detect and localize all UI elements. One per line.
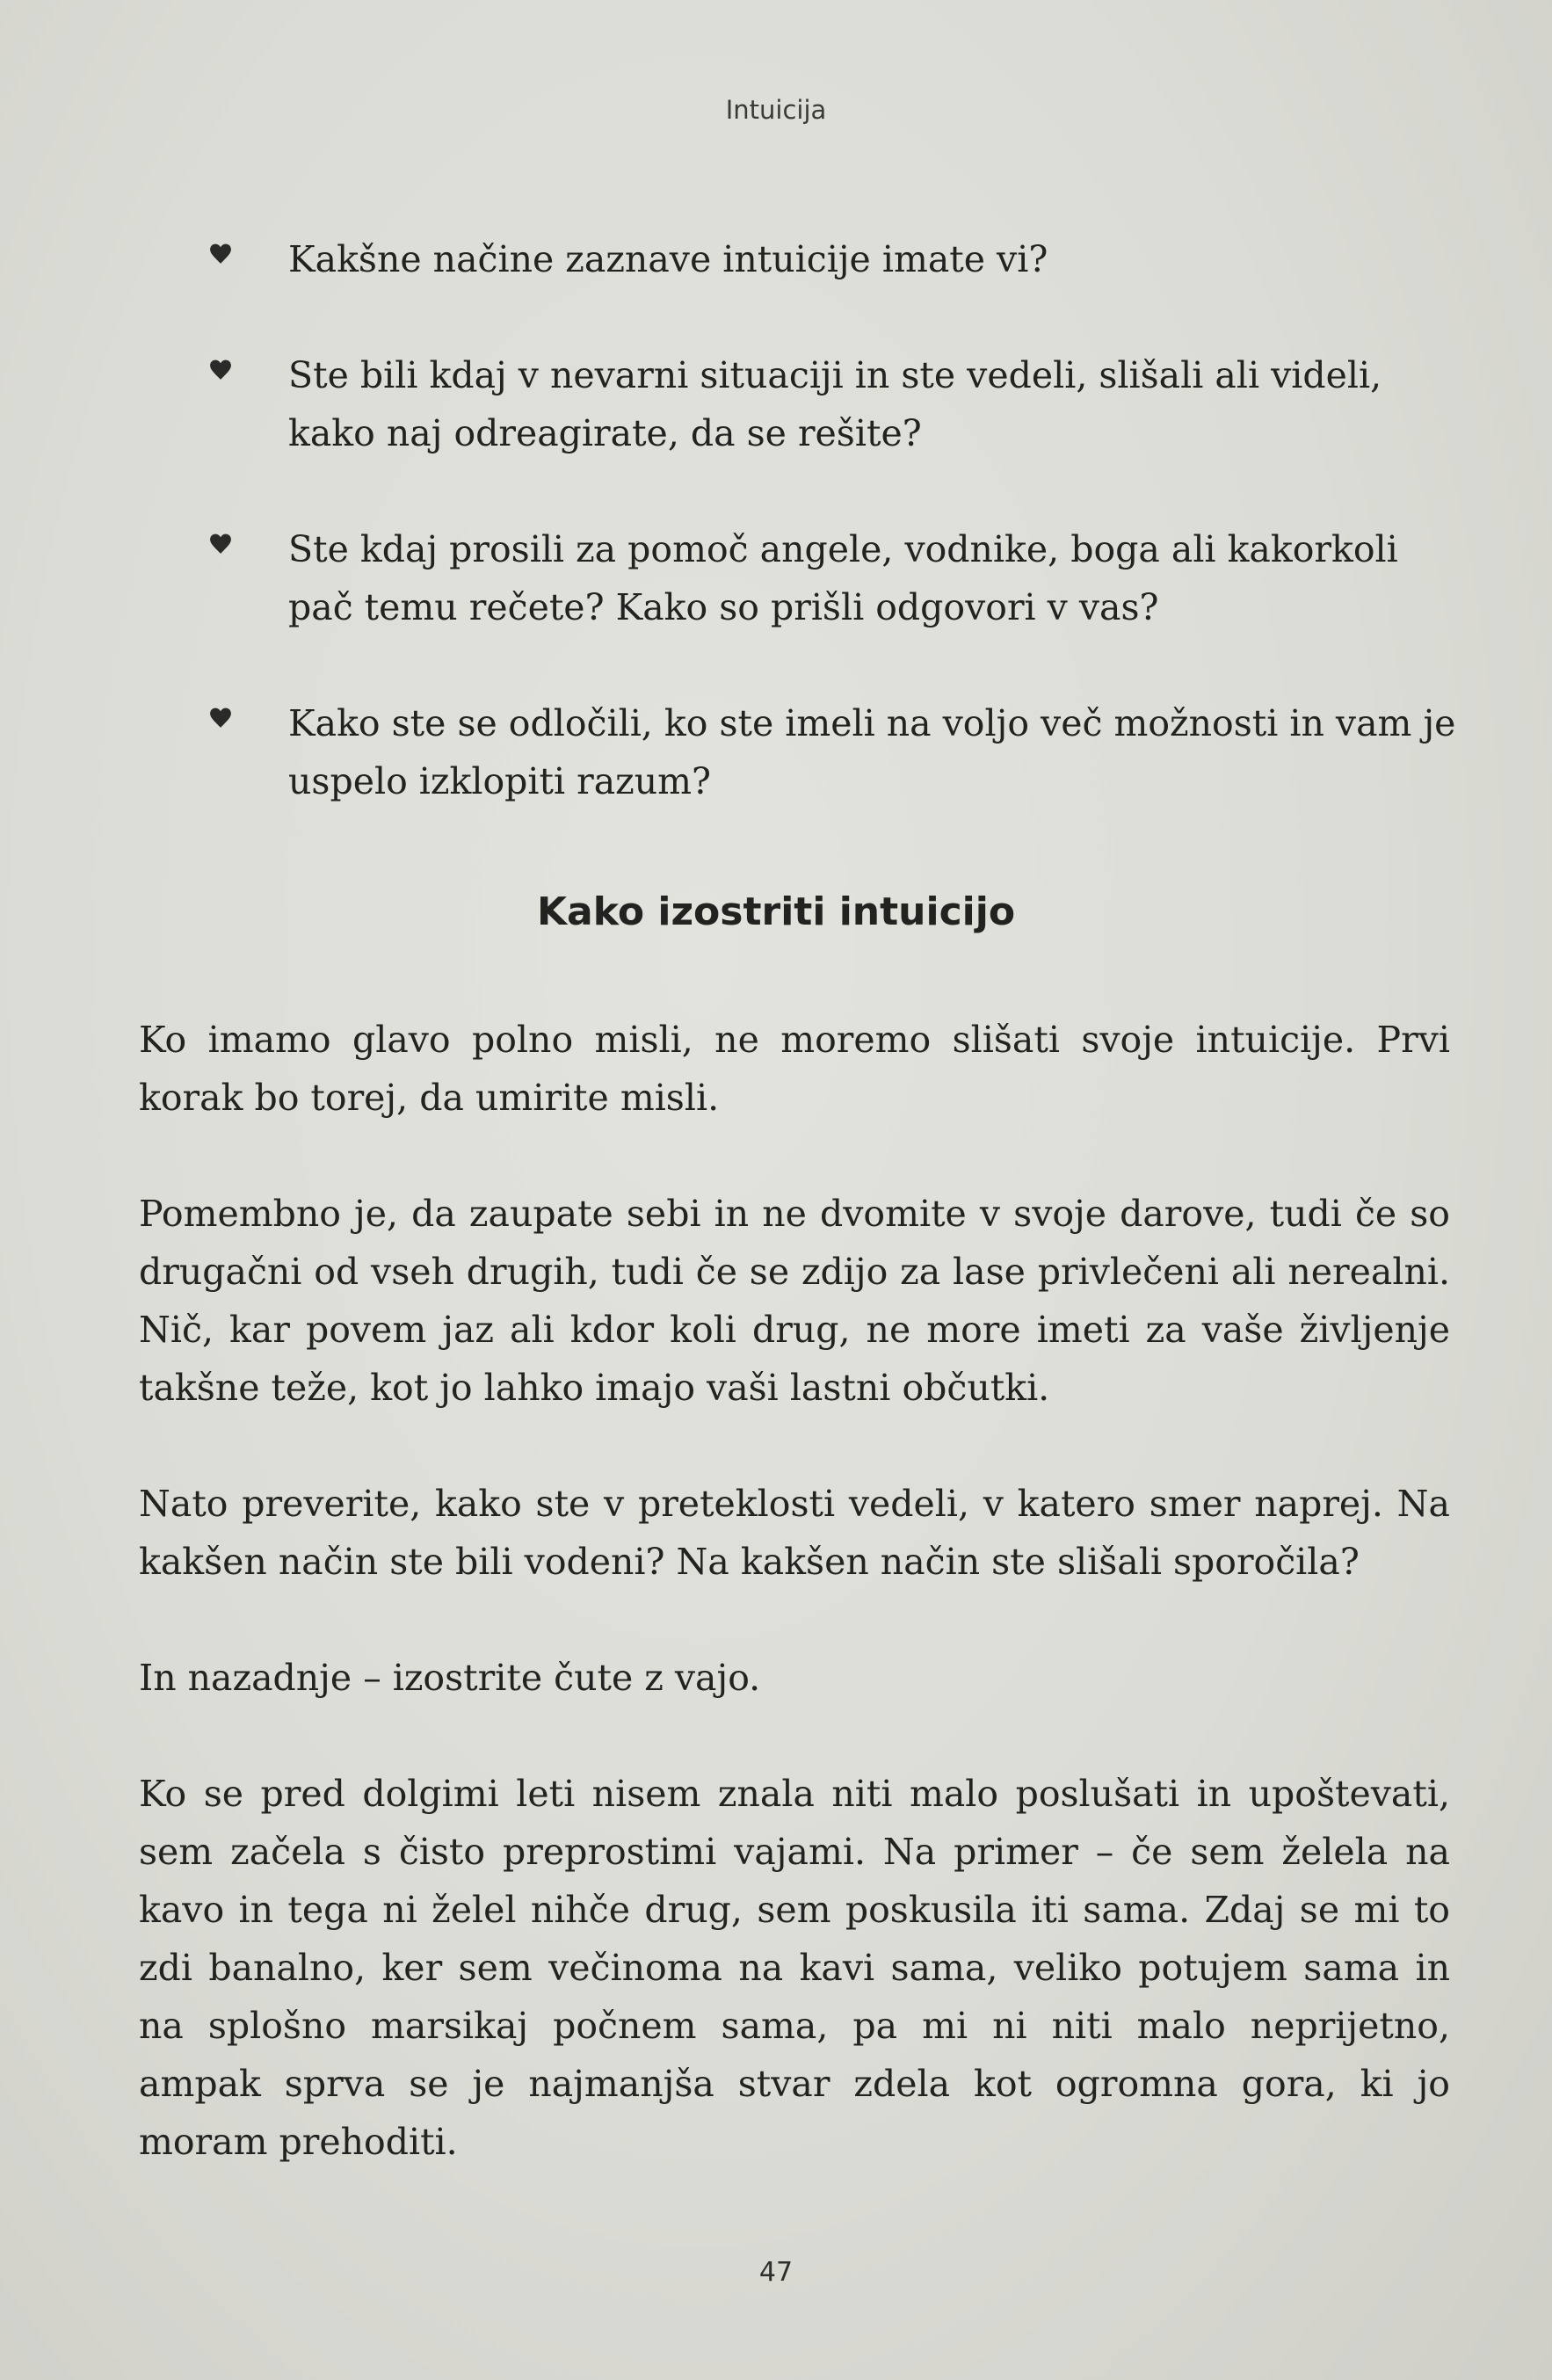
body-text xyxy=(139,1011,1450,2229)
heart-icon xyxy=(209,707,232,729)
paragraph: Ko imamo glavo polno misli, ne moremo slišati svoje intuicije. Prvi korak bo torej, da umirite misli. xyxy=(139,1019,1450,1119)
list-item xyxy=(204,346,1469,462)
paragraph: Ko se pred dolgimi leti nisem znala niti malo poslušati in upoštevati, sem začela s čisto preprostimi vajami. Na primer – če sem želela na kavo in tega ni želel nihče drug, sem poskusila iti sama. Zdaj se mi to zdi banalno, ker sem večinoma na kavi sama, veliko potujem sama in na splošno marsikaj počnem sama, pa mi ni niti malo neprijetno, ampak sprva se je najmanjša stvar zdela kot ogromna gora, ki jo moram prehoditi. xyxy=(139,1773,1450,2163)
paragraph: Nato preverite, kako ste v preteklosti vedeli, v katero smer naprej. Na kakšen način ste bili vodeni? Na kakšen način ste slišali sporočila? xyxy=(139,1483,1450,1583)
list-item-text: Ste kdaj prosili za pomoč angele, vodnike, boga ali kakorkoli pač temu rečete? Kako so prišli odgovori v vas? xyxy=(288,528,1398,628)
list-item xyxy=(204,694,1469,810)
list-item xyxy=(204,520,1469,636)
list-item-text: Kako ste se odločili, ko ste imeli na voljo več možnosti in vam je uspelo izklopiti razum? xyxy=(288,702,1456,802)
running-head: Intuicija xyxy=(725,95,827,125)
list-item-text: Kakšne načine zaznave intuicije imate vi? xyxy=(288,238,1048,280)
list-item xyxy=(204,230,1469,288)
heart-icon xyxy=(209,243,232,265)
page-number: 47 xyxy=(758,2257,794,2288)
heart-icon xyxy=(209,533,232,555)
question-list xyxy=(204,230,1469,868)
paragraph: In nazadnje – izostrite čute z vajo. xyxy=(139,1657,761,1699)
paragraph: Pomembno je, da zaupate sebi in ne dvomite v svoje darove, tudi če so drugačni od vseh drugih, tudi če se zdijo za lase privlečeni ali nerealni. Nič, kar povem jaz ali kdor koli drug, ne more imeti za vaše življenje takšne teže, kot jo lahko imajo vaši lastni občutki. xyxy=(139,1193,1450,1409)
section-heading: Kako izostriti intuicijo xyxy=(536,889,1016,934)
heart-icon xyxy=(209,359,232,381)
list-item-text: Ste bili kdaj v nevarni situaciji in ste vedeli, slišali ali videli, kako naj odreagirate, da se rešite? xyxy=(288,354,1382,454)
